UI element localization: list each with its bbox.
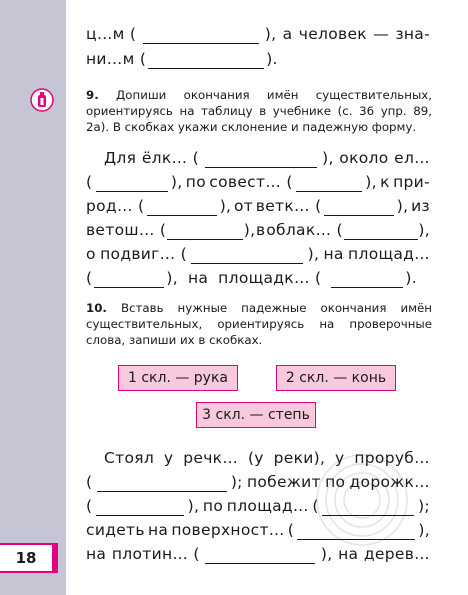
line-word: ), [243, 221, 256, 239]
line-word: к [380, 173, 390, 191]
text-line [86, 544, 430, 564]
line-word: облак… ( [266, 221, 343, 239]
line-word: род… ( [86, 197, 145, 215]
line-word: по [325, 473, 346, 491]
line-word: ), [170, 173, 183, 191]
line-word: ). [266, 50, 278, 68]
text-line [86, 268, 430, 288]
line-word: зна- [395, 25, 430, 43]
task-text: Допиши окончания имён существительных, ориентируясь на таблицу в учебнике (с. 36 упр. 89, 2а). В скобках укажи склонение и падежную форму. [86, 88, 432, 134]
line-word: ветош… ( [86, 221, 167, 239]
line-word: площад… [348, 245, 430, 263]
line-word: ), [187, 497, 200, 515]
line-word: ); [230, 473, 243, 491]
line-word: из [411, 197, 430, 215]
text-line [86, 496, 430, 516]
answer-blank[interactable] [296, 177, 362, 192]
line-word: сидеть [86, 521, 145, 539]
line-word: ), [418, 521, 430, 539]
line-word: по [202, 497, 224, 515]
line-word: в [256, 221, 266, 239]
line-word: ), [418, 221, 430, 239]
line-word: на [86, 545, 107, 563]
task-number: 9. [86, 88, 99, 102]
line-word: — [373, 25, 390, 43]
line-word: ел… [394, 149, 430, 167]
line-word: человек [298, 25, 367, 43]
line-word: ( [86, 497, 93, 515]
line-word: на [187, 269, 209, 287]
text-line [86, 220, 430, 240]
answer-blank[interactable] [297, 525, 415, 540]
answer-blank[interactable] [143, 29, 259, 44]
answer-blank[interactable] [205, 153, 317, 168]
answer-blank[interactable] [344, 225, 418, 240]
line-word: реки), [273, 449, 326, 467]
text-line [104, 148, 430, 168]
line-word: ), [322, 149, 334, 167]
line-word: проруб… [354, 449, 430, 467]
answer-blank[interactable] [148, 54, 264, 69]
line-word: ветк… ( [255, 197, 322, 215]
line-word: ). [405, 269, 417, 287]
task-10-instruction [86, 300, 432, 348]
answer-blank[interactable] [97, 477, 227, 492]
answer-blank[interactable] [324, 201, 394, 216]
line-word: поверхност… [171, 521, 285, 539]
text-line [104, 448, 430, 468]
declension-hint-2: 2 скл. — конь [276, 365, 396, 391]
answer-blank[interactable] [94, 273, 164, 288]
line-word: ёлк… ( [141, 149, 199, 167]
line-word: площад… [226, 497, 309, 515]
line-word: ( [86, 473, 93, 491]
line-word: ), [396, 197, 409, 215]
task-number: 10. [86, 301, 107, 315]
line-word: Стоял [104, 449, 155, 467]
line-word: ); [418, 497, 430, 515]
line-word: ), [320, 545, 333, 563]
line-word: ( [86, 173, 93, 191]
answer-blank[interactable] [167, 225, 243, 240]
answer-blank[interactable] [96, 177, 168, 192]
pencil-sharpener-icon [30, 88, 54, 112]
line-word: у [335, 449, 345, 467]
text-line [86, 49, 430, 69]
task-text: Вставь нужные падежные окончания имён существительных, ориентируясь на проверочные слова, запиши их в скобках. [86, 301, 432, 347]
page-number: 18 [0, 545, 52, 571]
text-line [86, 196, 430, 216]
answer-blank[interactable] [331, 273, 403, 288]
line-word: около [339, 149, 389, 167]
answer-blank[interactable] [147, 201, 217, 216]
line-word: площадк… ( [218, 269, 322, 287]
line-word: ( [86, 269, 93, 287]
line-word: ), [365, 173, 377, 191]
answer-blank[interactable] [205, 549, 315, 564]
line-word: ), [219, 197, 232, 215]
answer-blank[interactable] [191, 249, 303, 264]
line-word: ц…м ( [86, 25, 137, 43]
line-word: ), [307, 245, 320, 263]
line-word: дерев… [363, 545, 430, 563]
line-word: ( [312, 497, 319, 515]
task-9-instruction [86, 87, 432, 135]
line-word: плотин… ( [111, 545, 200, 563]
line-word: при- [393, 173, 430, 191]
text-line [86, 520, 430, 540]
text-line [86, 244, 430, 264]
line-word: дорожк… [349, 473, 430, 491]
line-word: совест… ( [209, 173, 293, 191]
declension-hint-3: 3 скл. — степь [196, 402, 316, 428]
line-word: на [323, 245, 344, 263]
text-line [86, 472, 430, 492]
line-word: Для [104, 149, 137, 167]
line-word: ), [264, 25, 277, 43]
line-word: побежит [246, 473, 321, 491]
text-line [86, 172, 430, 192]
line-word: на [147, 521, 169, 539]
declension-hint-1: 1 скл. — рука [118, 365, 238, 391]
line-word: на [338, 545, 359, 563]
line-word: о [86, 245, 96, 263]
line-word: ни…м ( [86, 50, 147, 68]
line-word: речк… [183, 449, 239, 467]
line-word: ( [287, 521, 295, 539]
answer-blank[interactable] [96, 501, 184, 516]
line-word: ), [166, 269, 178, 287]
line-word: а [282, 25, 293, 43]
line-word: по [185, 173, 206, 191]
line-word: подвиг… ( [100, 245, 187, 263]
line-word: у [163, 449, 174, 467]
line-word: (у [247, 449, 264, 467]
text-line [86, 24, 430, 44]
answer-blank[interactable] [322, 501, 414, 516]
line-word: от [233, 197, 254, 215]
